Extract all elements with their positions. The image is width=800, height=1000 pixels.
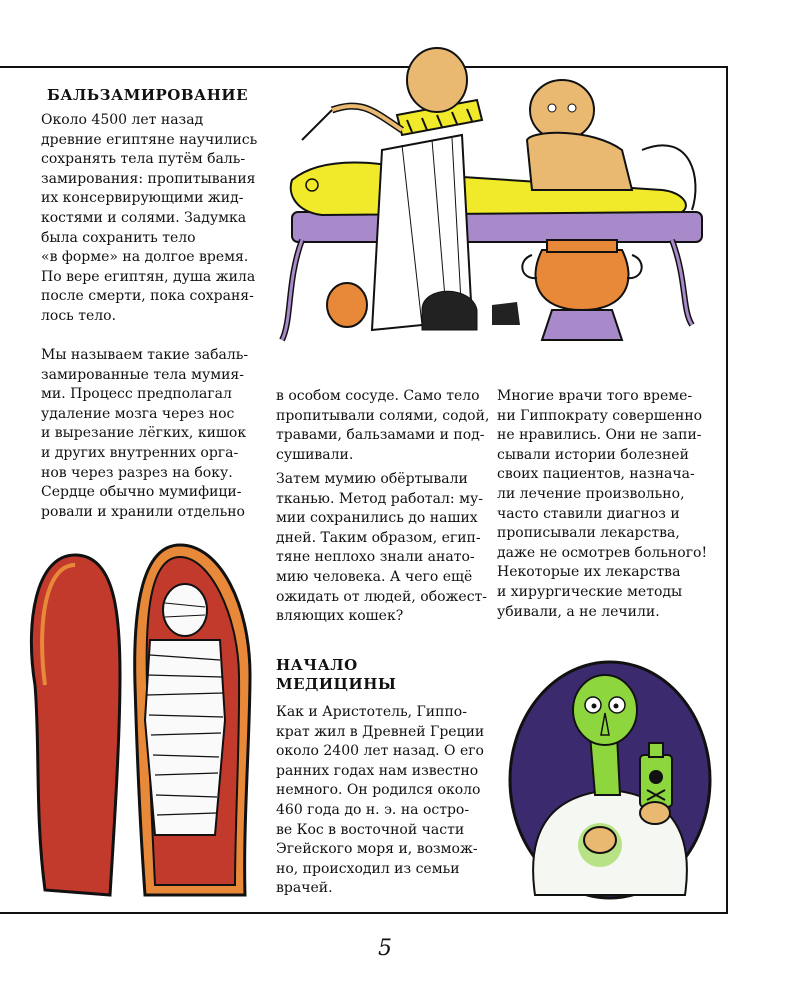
section-heading-medicine: НАЧАЛО МЕДИЦИНЫ [276, 656, 397, 693]
paragraph-medicine-1: Как и Аристотель, Гиппо- крат жил в Древней Греции около 2400 лет назад. О его ранних годах нам известно немного. Он родился около 460 года до н. э. на остро- ве Кос в восточной части Эгейского моря и, возмож- но, происходил из семьи врачей. [276, 704, 485, 897]
paragraph-medicine-2: Многие врачи того време- ни Гиппократу совершенно не нравились. Они не запи- сывали истории болезней своих пациентов, назнача- ли лечение произвольно, часто ставили диагноз и прописывали лекарства, даже не осмотрев больного! Некоторые их лекарства и хирургические методы убивали, а не лечили. [497, 388, 708, 620]
section-heading-embalming: БАЛЬЗАМИРОВАНИЕ [47, 86, 249, 104]
paragraph-embalming-3: в особом сосуде. Само тело пропитывали солями, содой, травами, бальзамами и под- сушивали. [276, 388, 490, 463]
page-number: 5 [378, 936, 392, 961]
paragraph-embalming-4: Затем мумию обёртывали тканью. Метод работал: му- мии сохранились до наших дней. Таким образом, егип- тяне неплохо знали анато- мию человека. А чего ещё ожидать от людей, обожест- вляющих кошек? [276, 471, 488, 625]
paragraph-embalming-2: Мы называем такие забаль- замированные тела мумия- ми. Процесс предполагал удаление мозга через нос и вырезание лёгких, кишок и других внутренних орга- нов через разрез на боку. Сердце обычно мумифици- ровали и хранили отдельно [41, 347, 249, 520]
doctor-illustration [505, 655, 715, 905]
sarcophagus-illustration [15, 535, 255, 910]
embalming-illustration [262, 40, 724, 360]
paragraph-embalming-1: Около 4500 лет назад древние египтяне научились сохранять тела путём баль- замирования: пропитывания их консервирующими жид- костями и солями. Задумка была сохранить тело «в форме» на долгое время. По вере египтян, душа жила после смерти, пока сохраня- лось тело. [41, 112, 258, 324]
